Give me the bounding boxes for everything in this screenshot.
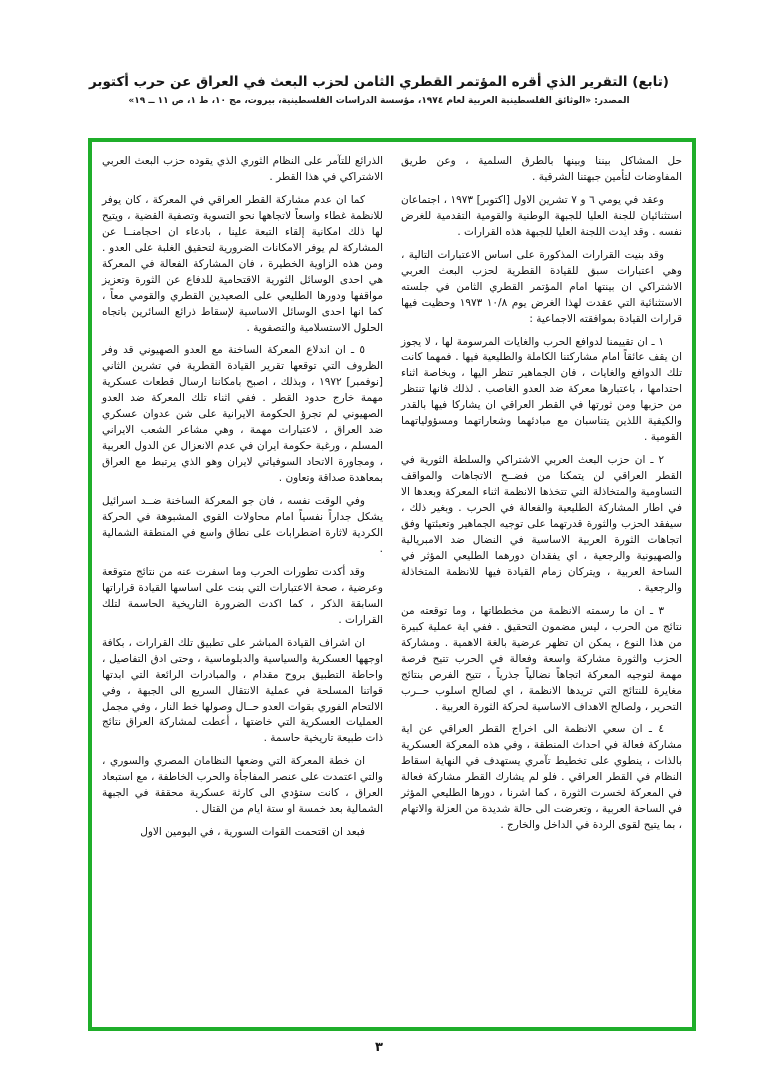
paragraph: ١ ـ ان تقييمنا لدوافع الحرب والغايات المرسومة لها ، لا يجوز ان يقف عائقاً امام مشاركتنا الكاملة والطليعية فيها . فمهما كانت تلك الدوافع والغايات ، فان الجماهير تنظر اليها ، وبخاصة اثناء احتدامها ، باعتبارها معركة ضد العدو الغاصب . لذلك فانها تنتظر من حزبها ومن ثورتها في القطر العراقي ان يشاركا فيها بالقدر والكيفية اللذين يتناسبان مع مبادئهما وشعاراتهما ومسؤولياتهما القومية . bbox=[401, 335, 682, 444]
paragraph: ان اشراف القيادة المباشر على تطبيق تلك القرارات ، بكافة اوجهها العسكرية والسياسية والدبلوماسية ، وحتى ادق التفاصيل ، واحاطة التطبيق بروح مقدام ، والمبادرات الرائعة التي ابدتها قواتنا المسلحة في عملية الانتقال السريع الى الجبهة ، وفي الالتحام الفوري بقوات العدو حــال وصولها خط النار ، وفي مجمل العمليات العسكرية التي خاضتها ، أعطت لمشاركة العراق نتائج ذات طبيعة تاريخية حاسمة . bbox=[102, 636, 383, 745]
paragraph: فبعد ان اقتحمت القوات السورية ، في اليومين الاول bbox=[140, 826, 365, 839]
source-line: المصدر: «الوثائق الفلسطينية العربية لعام ١٩٧٤، مؤسسة الدراسات الفلسطينية، بيروت، مج ١٠، ط ١، ص ١١ ــ ١٩» bbox=[128, 96, 630, 106]
paragraph: ٢ ـ ان حزب البعث العربي الاشتراكي والسلطة الثورية في القطر العراقي لن يتمكنا من فضــح الاتجاهات والمواقف التساومية والمتخاذلة التي تتخذها الانظمة اثناء المعركة وبعدها الا في اطار المشاركة الطليعية والفعالة في الحرب . وبغير ذلك ، سيفقد الحزب والثورة قدرتهما على توجيه الجماهير وتعبئتها وفق اتجاهات الثورة العربية الاساسية في النضال ضد الامبريالية والصهيونية والرجعية ، اي يفقدان دورهما الطليعي المؤثر في الساحة العربية ، ويتركان زمام القيادة فيها للانظمة المتخاذلة والرجعية . bbox=[401, 454, 682, 594]
paragraph: وفي الوقت نفسه ، فان جو المعركة الساخنة ضــد اسرائيل يشكل جداراً نفسياً امام محاولات القوى المشبوهة في الحركة الكردية لاثارة اضطرابات على نطاق واسع في المنطقة الشمالية . bbox=[102, 495, 383, 555]
document-header bbox=[0, 74, 758, 106]
page-number: ٣ bbox=[375, 1040, 383, 1055]
paragraph: ٥ ـ ان اندلاع المعركة الساخنة مع العدو الصهيوني قد وفر الظروف التي توقعها تقرير القيادة القطرية في تشرين الثاني [نوفمبر] ١٩٧٢ ، وبذلك ، اصبح بامكاننا ارسال قطعات عسكرية مهمة خارج حدود القطر . ففي اثناء تلك المعركة ضد العدو الصهيوني لم تجرؤ الحكومة الايرانية على شن عدوان عسكري ضد العراق ، لاعتبارات مهمة ، وهي مشاعر الشعب الايراني المسلم ، ورغبة حكومة ايران في عدم الانعزال عن الدول العربية ، ومجاورة الاتحاد السوفياتي لايران وهو الذي يرتبط مع العراق بمعاهدة صداقة وتعاون . bbox=[102, 344, 383, 485]
paragraph: وعقد في يومي ٦ و ٧ تشرين الاول [اكتوبر] ١٩٧٣ ، اجتماعان استثنائيان للجنة العليا للجبهة الوطنية والقومية التقدمية للغرض نفسه . وقد ايدت اللجنة العليا للجبهة هذه القرارات . bbox=[401, 193, 682, 238]
page-title: (تابع) التقرير الذي أقره المؤتمر القطري الثامن لحزب البعث في العراق عن حرب أكتوبر bbox=[89, 74, 669, 90]
paragraph: الذرائع للتآمر على النظام الثوري الذي يقوده حزب البعث العربي الاشتراكي في هذا القطر . bbox=[102, 155, 383, 183]
text-frame bbox=[88, 138, 696, 1031]
paragraph: وقد بنيت القرارات المذكورة على اساس الاعتبارات التالية ، وهي اعتبارات سبق للقيادة القطرية لحزب البعث العربي الاشتراكي ان بينتها امام المؤتمر القطري الثامن في جلسته الاستثنائية التي عقدت لهذا الغرض يوم ١٠/٨ ١٩٧٣ وحظيت فيها قرارات القيادة بموافقته الاجماعية : bbox=[401, 248, 683, 325]
paragraph: حل المشاكل بيننا وبينها بالطرق السلمية ، وعن طريق المفاوضات لتأمين جبهتنا الشرقية . bbox=[401, 155, 682, 183]
paragraph: ٤ ـ ان سعي الانظمة الى اخراج القطر العراقي عن اية مشاركة فعالة في احداث المنطقة ، وفي هذه المعركة العسكرية بالذات ، ينطوي على تخطيط تآمري يستهدف في النهاية اسقاط النظام في القطر العراقي . فلو لم يشارك القطر مشاركة فعالة في المعركة لخسرت الثورة ، كما اشرنا ، دورها الطليعي المؤثر في الساحة العربية ، وتعرضت الى حالة شديدة من العزلة والاتهام ، بما يتيح لقوى الردة في الداخل والخارج . bbox=[401, 723, 682, 832]
left-column bbox=[102, 154, 383, 1017]
paragraph: ٣ ـ ان ما رسمته الانظمة من مخططاتها ، وما توقعته من نتائج من الحرب ، ليس مضمون التحقيق . ففي اية عملية كبيرة من هذا النوع ، يمكن ان تظهر عرضية بالغة الاهمية . ومشاركة الحزب والثورة مشاركة واسعة وفعالة في الحرب تتيح فرصة مهمة لتوجيه المعركة اتجاهاً نضالياً جذرياً ، تتيح الفرص بنتائج مغايرة للنتائج التي تريدها الانظمة ، اي لصالح اسلوب حــرب التحرير ، ولصالح الاهداف الاساسية لحركة الثورة العربية . bbox=[401, 604, 682, 713]
two-column-body bbox=[92, 142, 692, 1027]
paragraph: وقد أكدت تطورات الحرب وما اسفرت عنه من نتائج متوقعة وعرضية ، صحة الاعتبارات التي بنت على اساسها القيادة قراراتها السابقة الذكر ، كما اكدت الضرورة التاريخية الحاسمة لتلك القرارات . bbox=[102, 565, 383, 626]
paragraph: ان خطة المعركة التي وضعها النظامان المصري والسوري ، والتي اعتمدت على عنصر المفاجأة والحرب الخاطفة ، مع استبعاد العراق ، كانت ستؤدي الى كارثة عسكرية محققة في الجبهة الشمالية بعد خمسة او ستة ايام من القتال . bbox=[102, 755, 383, 816]
paragraph: كما ان عدم مشاركة القطر العراقي في المعركة ، كان يوفر للانظمة غطاء واسعاً لاتجاهها نحو التسوية وتصفية القضية ، ويتيح لها ذلك امكانية إلقاء التبعة علينا ، بادعاء ان احجامنــا عن المشاركة لم يوفر الامكانات الضرورية لتحقيق الغلبة على العدو . ومن هذه الزاوية الخطيرة ، فان المشاركة الفعالة في المعركة هي احدى الوسائل الثورية الاقتحامية للدفاع عن الثورة وتعزيز مواقفها ودورها الطليعي على الصعيدين القطري والقومي معاً ، كما انها احدى الوسائل الاساسية لإسقاط ذرائع السائرين باتجاه الحلول الاستسلامية والتصفوية . bbox=[102, 193, 383, 334]
right-column bbox=[401, 154, 682, 1017]
